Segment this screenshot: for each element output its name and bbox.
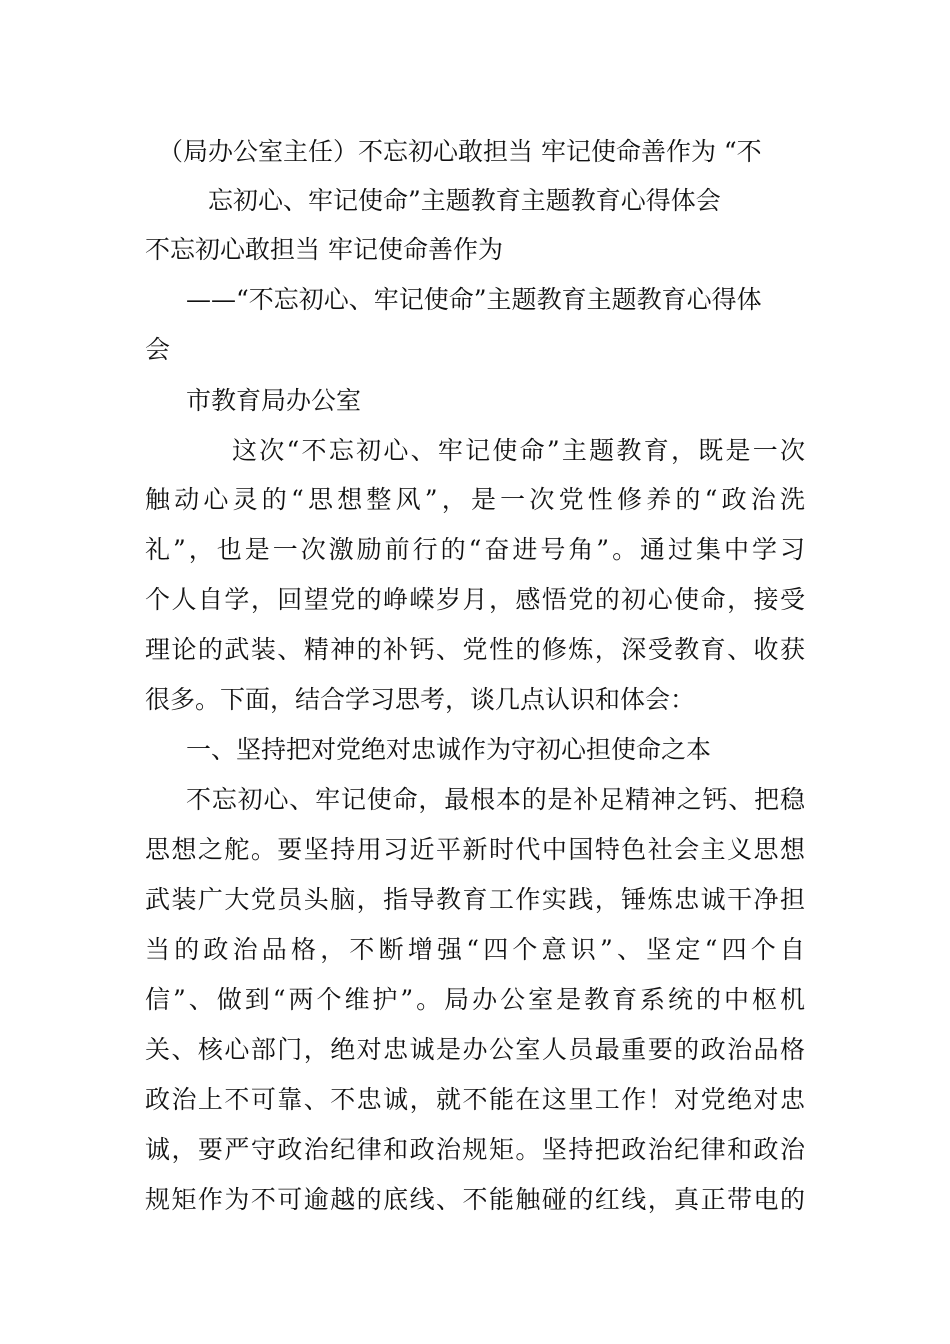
section-1-line-5: 信”、做到“两个维护”。局办公室是教育系统的中枢机 <box>145 985 805 1014</box>
heading: 不忘初心敢担当 牢记使命善作为 <box>145 235 503 264</box>
subtitle-line-2: 会 <box>145 335 171 364</box>
section-1-line-6: 关、核心部门，绝对忠诚是办公室人员最重要的政治品格 <box>145 1035 805 1064</box>
intro-line-1: 这次“不忘初心、牢记使命”主题教育，既是一次 <box>232 436 805 465</box>
intro-line-5: 理论的武装、精神的补钙、党性的修炼，深受教育、收获 <box>145 635 805 664</box>
section-1-line-3: 武装广大党员头脑，指导教育工作实践，锤炼忠诚干净担 <box>145 885 805 914</box>
intro-line-4: 个人自学，回望党的峥嵘岁月，感悟党的初心使命，接受 <box>145 585 805 614</box>
section-1-line-9: 规矩作为不可逾越的底线、不能触碰的红线，真正带电的 <box>145 1185 805 1214</box>
section-1-line-8: 诚，要严守政治纪律和政治规矩。坚持把政治纪律和政治 <box>145 1135 805 1164</box>
intro-line-3: 礼”，也是一次激励前行的“奋进号角”。通过集中学习 <box>145 535 805 564</box>
author: 市教育局办公室 <box>186 386 362 415</box>
title-line-1: （局办公室主任）不忘初心敢担当 牢记使命善作为 “不 <box>158 137 762 166</box>
subtitle-line-1: ——“不忘初心、牢记使命”主题教育主题教育心得体 <box>186 285 762 314</box>
intro-line-6: 很多。下面，结合学习思考，谈几点认识和体会： <box>145 685 696 714</box>
intro-line-2: 触动心灵的“思想整风”，是一次党性修养的“政治洗 <box>145 485 805 514</box>
section-1-line-4: 当的政治品格，不断增强“四个意识”、坚定“四个自 <box>145 935 805 964</box>
title-line-2: 忘初心、牢记使命”主题教育主题教育心得体会 <box>208 186 721 215</box>
section-1-line-7: 政治上不可靠、不忠诚，就不能在这里工作！对党绝对忠 <box>145 1085 805 1114</box>
section-1-line-2: 思想之舵。要坚持用习近平新时代中国特色社会主义思想 <box>145 835 805 864</box>
section-1-line-1: 不忘初心、牢记使命，最根本的是补足精神之钙、把稳 <box>186 785 805 814</box>
section-1-heading: 一、坚持把对党绝对忠诚作为守初心担使命之本 <box>186 735 712 764</box>
